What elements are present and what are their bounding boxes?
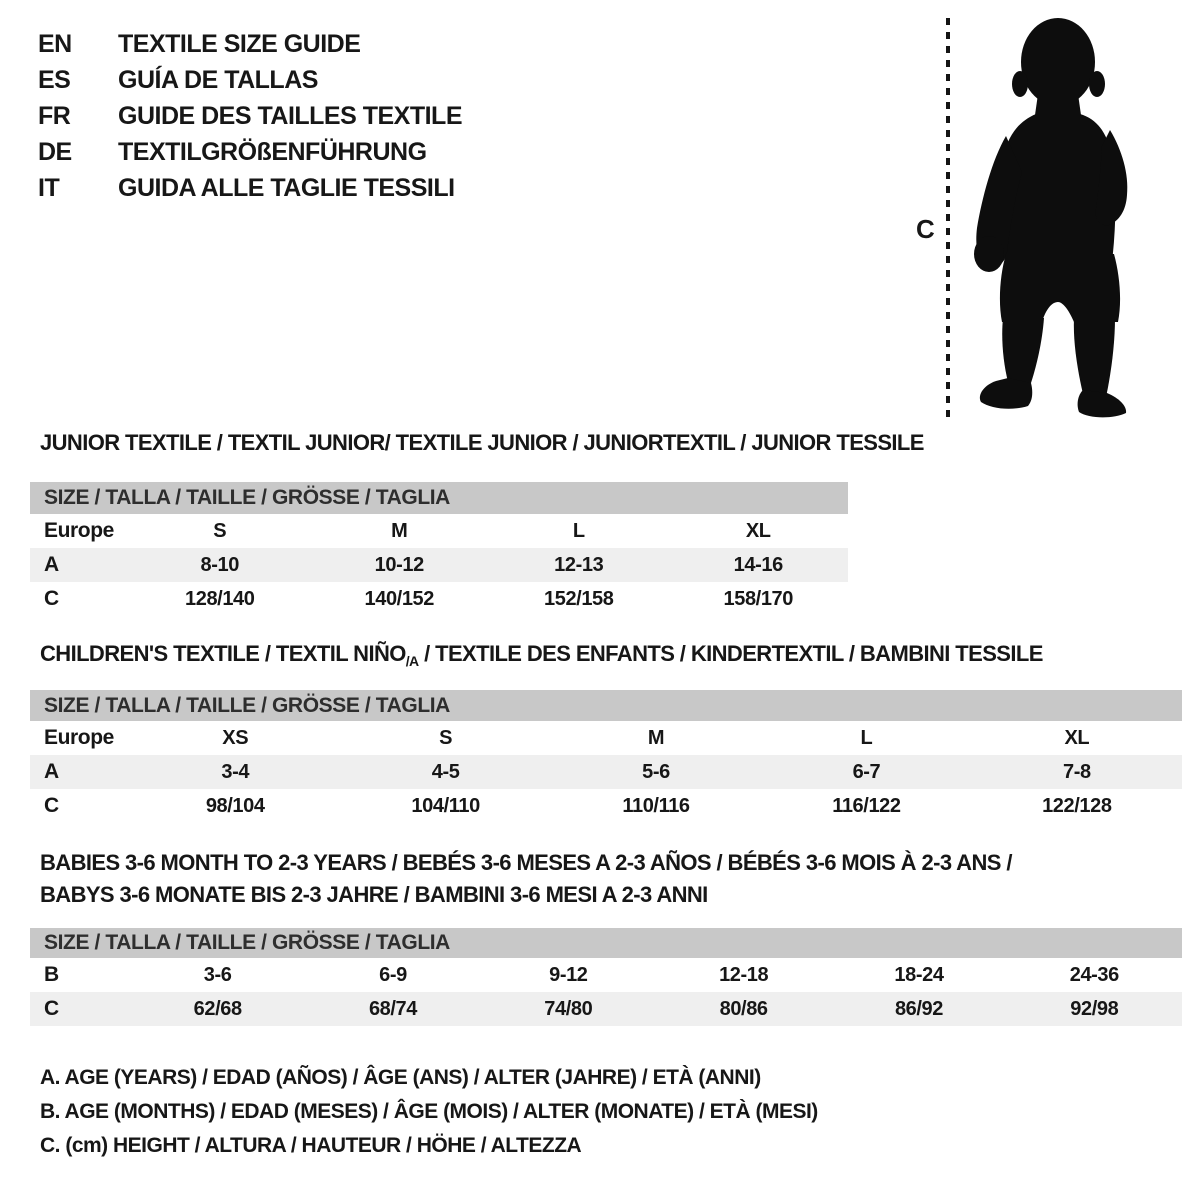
table-cell: 92/98 [1070, 997, 1119, 1020]
language-code: IT [38, 173, 60, 202]
table-cell: 80/86 [719, 997, 768, 1020]
table-cell: 5-6 [642, 760, 670, 783]
children-size-bar-label: SIZE / TALLA / TAILLE / GRÖSSE / TAGLIA [44, 693, 450, 717]
language-code: FR [38, 101, 71, 130]
table-cell: 74/80 [544, 997, 593, 1020]
table-cell: L [572, 519, 585, 542]
table-cell: XL [1064, 726, 1090, 749]
guide-title-en: TEXTILE SIZE GUIDE [118, 29, 361, 58]
table-row [30, 548, 848, 582]
table-cell: 24-36 [1069, 963, 1119, 986]
row-label: A [44, 553, 59, 576]
table-cell: 122/128 [1042, 794, 1112, 817]
children-size-table [30, 721, 1182, 823]
footnote-age-years: A. AGE (YEARS) / EDAD (AÑOS) / ÂGE (ANS) / ALTER (JAHRE) / ETÀ (ANNI) [40, 1066, 761, 1089]
table-cell: 14-16 [733, 553, 783, 576]
table-cell: 68/74 [368, 997, 418, 1020]
guide-title-de: TEXTILGRÖßENFÜHRUNG [118, 137, 427, 166]
row-label: Europe [44, 726, 114, 749]
junior-size-bar [30, 482, 848, 514]
table-cell: 140/152 [364, 587, 434, 610]
table-row [30, 514, 848, 548]
table-cell: S [213, 519, 227, 542]
table-row [30, 958, 1182, 992]
table-row [30, 992, 1182, 1026]
table-row [30, 582, 848, 616]
babies-size-bar [30, 928, 1182, 958]
toddler-silhouette-icon [962, 14, 1140, 420]
table-cell: 9-12 [549, 963, 588, 986]
table-row [30, 755, 1182, 789]
table-cell: M [391, 519, 408, 542]
table-cell: 18-24 [894, 963, 944, 986]
children-size-bar [30, 690, 1182, 721]
babies-size-table [30, 958, 1182, 1026]
table-row [30, 789, 1182, 823]
row-label: C [44, 794, 59, 817]
junior-size-bar-label: SIZE / TALLA / TAILLE / GRÖSSE / TAGLIA [44, 486, 450, 509]
table-cell: 116/122 [832, 794, 901, 817]
table-cell: XL [745, 519, 771, 542]
language-row-es [38, 62, 462, 98]
table-cell: 110/116 [622, 794, 690, 817]
junior-size-table [30, 514, 848, 616]
language-title-list [38, 26, 462, 206]
guide-title-es: GUÍA DE TALLAS [118, 65, 318, 94]
table-cell: 158/170 [723, 587, 793, 610]
language-row-it [38, 170, 462, 206]
table-cell: S [439, 726, 453, 749]
footnote-height-cm: C. (cm) HEIGHT / ALTURA / HAUTEUR / HÖHE / ALTEZZA [40, 1134, 582, 1157]
table-cell: XS [222, 726, 249, 749]
row-label: Europe [44, 519, 114, 542]
babies-size-bar-label: SIZE / TALLA / TAILLE / GRÖSSE / TAGLIA [44, 931, 450, 954]
table-cell: 10-12 [374, 553, 424, 576]
height-measure-figure [900, 10, 1200, 425]
language-code: EN [38, 29, 72, 58]
table-cell: 62/68 [193, 997, 242, 1020]
table-cell: 104/110 [411, 794, 480, 817]
table-cell: 152/158 [544, 587, 614, 610]
table-cell: 128/140 [185, 587, 255, 610]
row-label: C [44, 587, 59, 610]
table-row [30, 721, 1182, 755]
height-marker-label: C [916, 214, 935, 244]
height-measure-line [946, 18, 950, 418]
guide-title-it: GUIDA ALLE TAGLIE TESSILI [118, 173, 455, 202]
language-code: ES [38, 65, 71, 94]
table-cell: 8-10 [200, 553, 239, 576]
table-cell: 3-6 [203, 963, 232, 986]
babies-section-heading-line2: BABYS 3-6 MONATE BIS 2-3 JAHRE / BAMBINI 3-6 MESI A 2-3 ANNI [40, 882, 708, 907]
language-row-fr [38, 98, 462, 134]
table-cell: 3-4 [221, 760, 250, 783]
table-cell: 98/104 [205, 794, 265, 817]
children-section-heading [40, 641, 1043, 669]
row-label: C [44, 997, 59, 1020]
table-cell: L [860, 726, 873, 749]
table-cell: 86/92 [894, 997, 943, 1020]
table-cell: M [647, 726, 665, 749]
table-cell: 6-9 [379, 963, 407, 986]
legend-footnotes [40, 1066, 818, 1168]
table-cell: 12-18 [719, 963, 769, 986]
guide-title-fr: GUIDE DES TAILLES TEXTILE [118, 101, 463, 130]
row-label: A [44, 760, 59, 783]
language-code: DE [38, 137, 72, 166]
table-cell: 7-8 [1062, 760, 1091, 783]
table-cell: 4-5 [431, 760, 460, 783]
babies-section-heading-line1: BABIES 3-6 MONTH TO 2-3 YEARS / BEBÉS 3-6 MESES A 2-3 AÑOS / BÉBÉS 3-6 MOIS À 2-3 ANS / [40, 850, 1012, 875]
language-row-de [38, 134, 462, 170]
table-cell: 12-13 [554, 553, 604, 576]
junior-section-heading: JUNIOR TEXTILE / TEXTIL JUNIOR/ TEXTILE JUNIOR / JUNIORTEXTIL / JUNIOR TESSILE [40, 430, 924, 455]
footnote-age-months: B. AGE (MONTHS) / EDAD (MESES) / ÂGE (MOIS) / ALTER (MONATE) / ETÀ (MESI) [40, 1100, 818, 1123]
language-row-en [38, 26, 462, 62]
children-heading-text: / TEXTILE DES ENFANTS / KINDERTEXTIL / BAMBINI TESSILE [418, 641, 1043, 666]
row-label: B [44, 963, 59, 986]
table-cell: 6-7 [852, 760, 881, 783]
children-heading-subscript: /A [405, 653, 419, 669]
children-heading-text: CHILDREN'S TEXTILE / TEXTIL NIÑO [40, 641, 406, 666]
